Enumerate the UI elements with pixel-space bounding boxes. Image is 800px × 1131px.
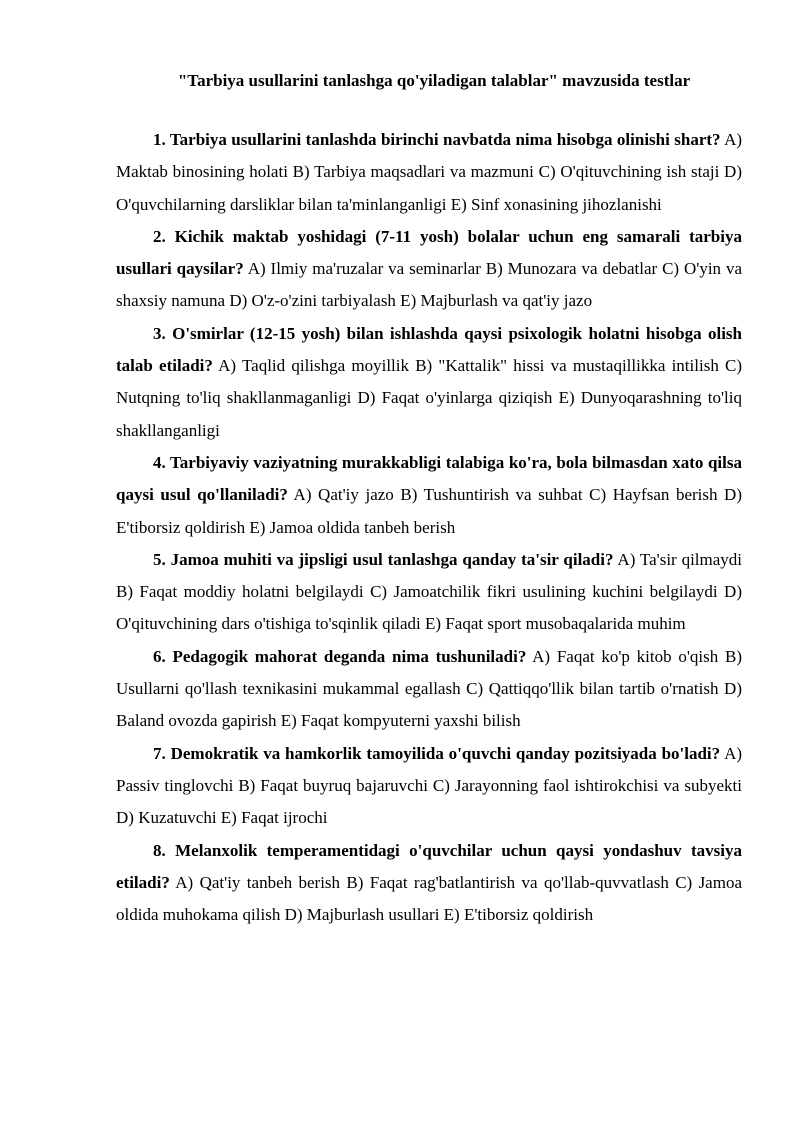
question-item (116, 124, 742, 221)
question-text: 4. Tarbiyaviy vaziyatning murakkabligi talabiga ko'ra, bola bilmasdan xato qilsa qaysi usul qo'llaniladi? (116, 452, 742, 505)
answer-options: A) Qat'iy jazo B) Tushuntirish va suhbat C) Hayfsan berish D) E'tiborsiz qoldirish E) Jamoa oldida tanbeh berish (116, 485, 742, 537)
answer-options: A) Taqlid qilishga moyillik B) "Kattalik" hissi va mustaqillikka intilish C) Nutqning to'liq shakllanmaganligi D) Faqat o'yinlarga qiziqish E) Dunyoqarashning to'liq shakllanganligi (116, 356, 743, 440)
document-title: "Tarbiya usullarini tanlashga qo'yiladigan talablar" mavzusida testlar (177, 71, 691, 90)
question-text: 5. Jamoa muhiti va jipsligi usul tanlashga qanday ta'sir qiladi? (153, 549, 614, 569)
question-item (116, 641, 742, 738)
question-text: 8. Melanxolik temperamentidagi o'quvchilar uchun qaysi yondashuv tavsiya etiladi? (116, 840, 742, 892)
question-text: 7. Demokratik va hamkorlik tamoyilida o'quvchi qanday pozitsiyada bo'ladi? (153, 743, 721, 763)
answer-options: A) Maktab binosining holati B) Tarbiya maqsadlari va mazmuni C) O'qituvchining ish staji D) O'quvchilarning darsliklar bilan ta'minlanganligi E) Sinf xonasining jihozlanishi (116, 130, 743, 214)
answer-options: A) Faqat ko'p kitob o'qish B) Usullarni qo'llash texnikasini mukammal egallash C) Qattiqqo'llik bilan tartib o'rnatish D) Baland ovozda gapirish E) Faqat kompyuterni yaxshi bilish (116, 646, 743, 731)
document-page (116, 70, 742, 931)
answer-options: A) Ta'sir qilmaydi B) Faqat moddiy holatni belgilaydi C) Jamoatchilik fikri usulining kuchini belgilaydi D) O'qituvchining dars o'tishiga to'sqinlik qiladi E) Faqat sport musobaqalarida muhim (116, 549, 743, 634)
answer-options: A) Ilmiy ma'ruzalar va seminarlar B) Munozara va debatlar C) O'yin va shaxsiy namuna D) O'z-o'zini tarbiyalash E) Majburlash va qat'iy jazo (116, 259, 742, 311)
question-item (116, 738, 742, 835)
question-item (116, 544, 742, 641)
question-text: 1. Tarbiya usullarini tanlashda birinchi navbatda nima hisobga olinishi shart? (153, 130, 721, 149)
answer-options: A) Passiv tinglovchi B) Faqat buyruq bajaruvchi C) Jarayonning faol ishtirokchisi va subyekti D) Kuzatuvchi E) Faqat ijrochi (116, 743, 743, 828)
question-item (116, 835, 742, 932)
question-item (116, 318, 742, 447)
question-item (116, 221, 742, 318)
question-item (116, 447, 742, 544)
answer-options: A) Qat'iy tanbeh berish B) Faqat rag'batlantirish va qo'llab-quvvatlash C) Jamoa oldida muhokama qilish D) Majburlash usullari E) E'tiborsiz qoldirish (116, 872, 742, 925)
question-text: 6. Pedagogik mahorat deganda nima tushuniladi? (153, 646, 527, 666)
question-text: 2. Kichik maktab yoshidagi (7-11 yosh) bolalar uchun eng samarali tarbiya usullari qaysilar? (116, 226, 742, 279)
question-text: 3. O'smirlar (12-15 yosh) bilan ishlashda qaysi psixologik holatni hisobga olish talab etiladi? (116, 323, 742, 376)
